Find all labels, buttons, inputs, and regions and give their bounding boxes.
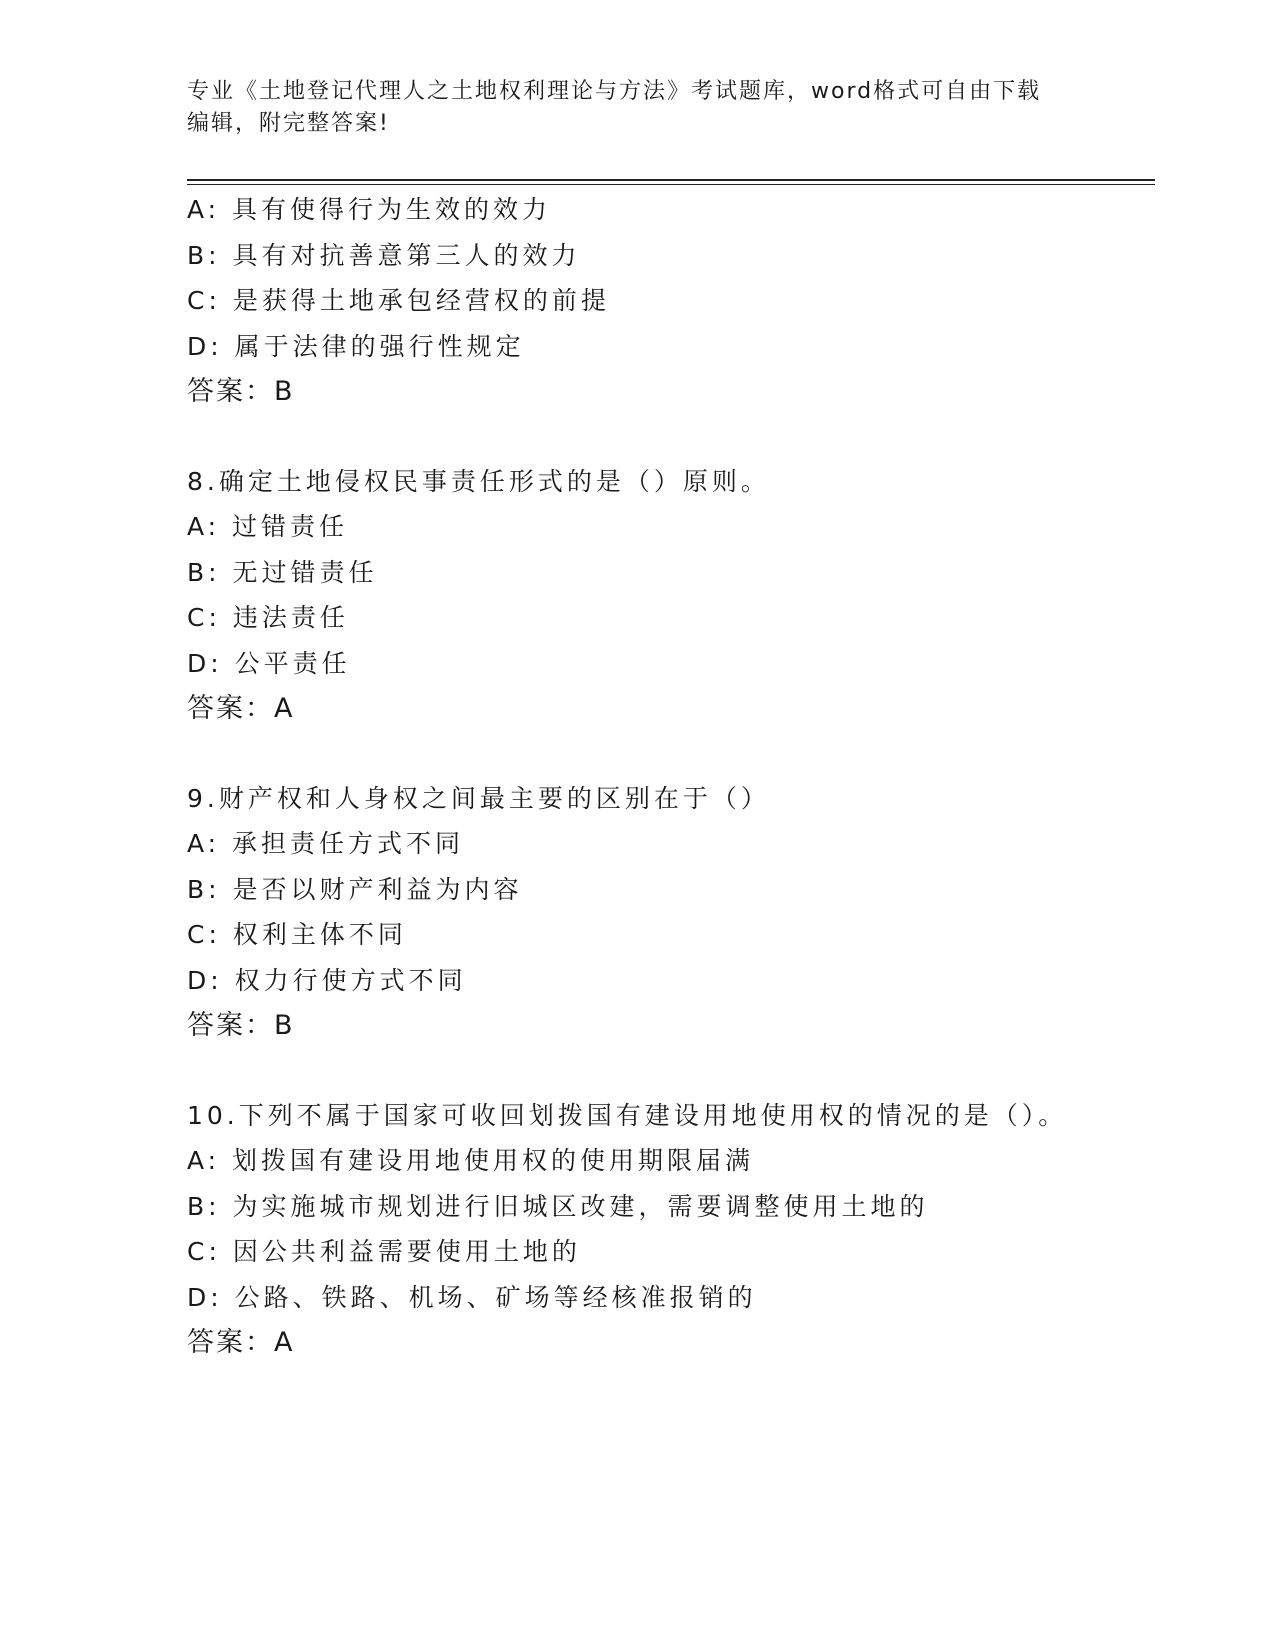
answer-line: 答案：A xyxy=(187,693,295,724)
option-a: A: 具有使得行为生效的效力 xyxy=(187,195,552,224)
option-d: D: 公平责任 xyxy=(187,648,351,678)
option-a: A: 划拨国有建设用地使用权的使用期限届满 xyxy=(187,1146,755,1175)
option-d: D: 属于法律的强行性规定 xyxy=(187,331,525,361)
option-d: D: 公路、铁路、机场、矿场等经核准报销的 xyxy=(187,1282,757,1312)
option-c: C: 权利主体不同 xyxy=(187,920,407,949)
answer-line: 答案：A xyxy=(187,1327,295,1358)
question-block-9 xyxy=(187,776,1155,1049)
question-block-8 xyxy=(187,459,1155,732)
option-a: A: 过错责任 xyxy=(187,512,349,541)
option-b: B: 为实施城市规划进行旧城区改建，需要调整使用土地的 xyxy=(187,1191,929,1221)
option-b: B: 具有对抗善意第三人的效力 xyxy=(187,240,581,270)
question-block-10 xyxy=(187,1093,1155,1366)
question-stem: 8.确定土地侵权民事责任形式的是（）原则。 xyxy=(187,466,770,496)
header-rule-thick xyxy=(187,179,1155,181)
answer-line: 答案：B xyxy=(187,376,295,407)
spacer xyxy=(187,732,1155,776)
option-c: C: 因公共利益需要使用土地的 xyxy=(187,1237,581,1266)
header-line-2: 编辑，附完整答案! xyxy=(187,111,390,136)
spacer xyxy=(187,415,1155,459)
option-c: C: 违法责任 xyxy=(187,603,349,632)
spacer xyxy=(187,1049,1155,1093)
question-stem: 9.财产权和人身权之间最主要的区别在于（） xyxy=(187,783,770,813)
answer-line: 答案：B xyxy=(187,1010,295,1041)
header-rule-thin xyxy=(187,184,1155,185)
question-list xyxy=(187,187,1155,1366)
option-c: C: 是获得土地承包经营权的前提 xyxy=(187,286,610,315)
question-block-7 xyxy=(187,187,1155,415)
document-header xyxy=(187,76,1087,140)
option-b: B: 是否以财产利益为内容 xyxy=(187,874,523,904)
option-d: D: 权力行使方式不同 xyxy=(187,965,467,995)
header-line-1: 专业《土地登记代理人之土地权利理论与方法》考试题库，word格式可自由下载 xyxy=(187,79,1042,104)
option-b: B: 无过错责任 xyxy=(187,557,378,587)
question-stem: 10.下列不属于国家可收回划拨国有建设用地使用权的情况的是（）。 xyxy=(187,1100,1068,1130)
option-a: A: 承担责任方式不同 xyxy=(187,829,465,858)
